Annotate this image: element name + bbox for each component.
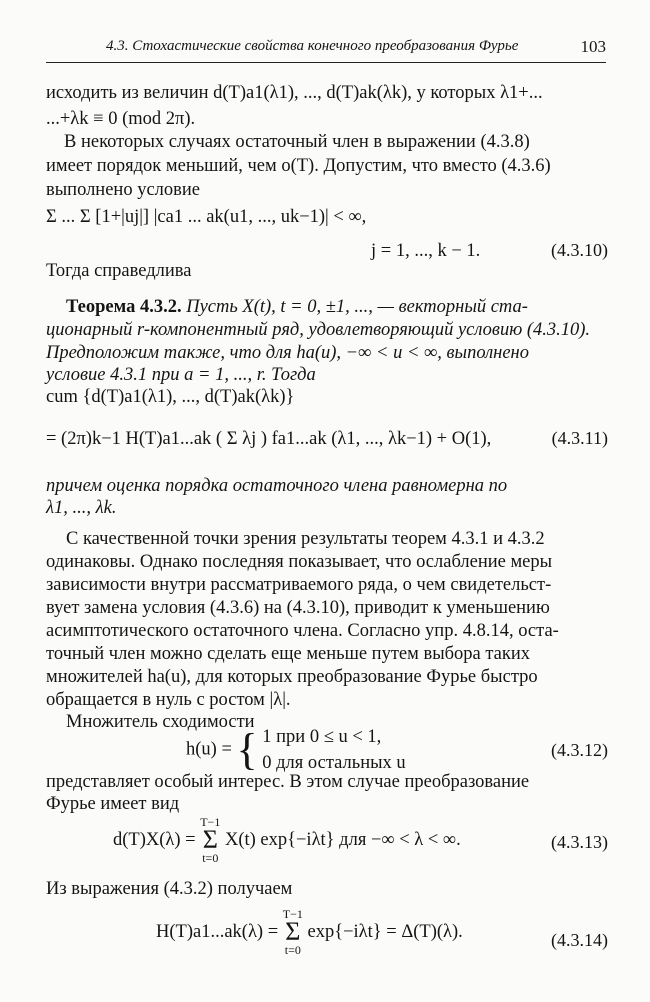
theorem-tail-line1: причем оценка порядка остаточного члена равномерна по [46, 476, 508, 496]
summation-icon: Σ [202, 825, 218, 854]
equation-4-3-11-line1: cum {d(T)a1(λ1), ..., d(T)ak(λk)} [46, 387, 295, 407]
paragraph3-line6: точный член можно сделать еще меньше путем выбора таких [46, 644, 531, 664]
equation-4-3-13 [113, 816, 461, 864]
left-brace-icon: { [236, 725, 258, 774]
paragraph2-line2: имеет порядок меньший, чем o(T). Допустим, что вместо (4.3.6) [46, 156, 551, 176]
paragraph3-line7: множителей ha(u), для которых преобразование Фурье быстро [46, 667, 538, 687]
theorem-line3: Предположим также, что для ha(u), −∞ < u < ∞, выполнено [46, 343, 529, 363]
paragraph3-line8: обращается в нуль с ростом |λ|. [46, 690, 291, 710]
equation-4-3-12-lhs: h(u) = [186, 739, 232, 760]
equation-4-3-11-line2: = (2π)k−1 H(T)a1...ak ( Σ λj ) fa1...ak (λ1, ..., λk−1) + O(1), [46, 429, 492, 449]
paragraph2-line3: выполнено условие [46, 180, 200, 200]
summation-4-3-13 [200, 816, 220, 864]
sum-lower-limit: t=0 [284, 943, 301, 957]
equation-number-4-3-10: (4.3.10) [551, 240, 608, 260]
equation-number-4-3-12: (4.3.12) [551, 740, 608, 760]
theorem-tail-line2: λ1, ..., λk. [46, 498, 117, 518]
sum-lower-limit: t=0 [202, 851, 219, 865]
paragraph4-line1: представляет особый интерес. В этом случае преобразование [46, 772, 530, 792]
paragraph3-line5: асимптотического остаточного члена. Согласно упр. 4.8.14, оста- [46, 621, 559, 641]
equation-4-3-12-cases [262, 724, 405, 776]
from-text: Из выражения (4.3.2) получаем [46, 879, 293, 899]
paragraph3-line2: одинаковы. Однако последняя показывает, что ослабление меры [46, 552, 553, 572]
equation-4-3-12-case2: 0 для остальных u [262, 753, 406, 773]
sum-upper-limit: T−1 [282, 907, 303, 921]
sum-upper-limit: T−1 [200, 815, 221, 829]
then-text: Тогда справедлива [46, 261, 192, 281]
theorem-line1-text: Пусть X(t), t = 0, ±1, ..., — векторный ста- [186, 297, 528, 317]
equation-number-4-3-14: (4.3.14) [551, 930, 608, 950]
equation-4-3-14 [156, 908, 463, 956]
equation-4-3-10-body: Σ ... Σ [1+|uj|] |ca1 ... ak(u1, ..., uk−1)| < ∞, [46, 207, 367, 227]
theorem-line4: условие 4.3.1 при a = 1, ..., r. Тогда [46, 365, 316, 385]
summation-4-3-14 [283, 908, 303, 956]
equation-4-3-12-case1: 1 при 0 ≤ u < 1, [262, 727, 382, 747]
paragraph2-line1: В некоторых случаях остаточный член в выражении (4.3.8) [64, 132, 530, 152]
equation-4-3-14-rhs: exp{−iλt} = Δ(T)(λ). [307, 922, 463, 942]
page-header [46, 36, 606, 63]
paragraph3-line3: зависимости внутри рассматриваемого ряда, о чем свидетельст- [46, 575, 552, 595]
equation-4-3-13-rhs: X(t) exp{−iλt} для −∞ < λ < ∞. [224, 830, 461, 850]
theorem-line1 [66, 296, 528, 318]
summation-icon: Σ [285, 917, 301, 946]
paragraph1-line1: исходить из величин d(T)a1(λ1), ..., d(T)ak(λk), у которых λ1+... [46, 83, 543, 103]
equation-4-3-14-lhs: H(T)a1...ak(λ) = [156, 922, 279, 942]
multiplier-text: Множитель сходимости [66, 712, 255, 732]
equation-4-3-13-lhs: d(T)X(λ) = [113, 830, 196, 850]
paragraph3-line1: С качественной точки зрения результаты теорем 4.3.1 и 4.3.2 [66, 529, 545, 549]
paragraph1-line2: ...+λk ≡ 0 (mod 2π). [46, 109, 196, 129]
equation-4-3-12 [186, 724, 406, 776]
paragraph4-line2: Фурье имеет вид [46, 794, 180, 814]
equation-4-3-10-condition: j = 1, ..., k − 1. [371, 241, 481, 261]
paragraph3-line4: вует замена условия (4.3.6) на (4.3.10), приводит к уменьшению [46, 598, 550, 618]
equation-number-4-3-13: (4.3.13) [551, 832, 608, 852]
page-number: 103 [580, 37, 606, 56]
theorem-line2: ционарный r-компонентный ряд, удовлетворяющий условию (4.3.10). [46, 320, 591, 340]
equation-number-4-3-11: (4.3.11) [551, 428, 608, 448]
theorem-label: Теорема 4.3.2. [66, 297, 182, 317]
running-title: 4.3. Стохастические свойства конечного преобразования Фурье [106, 38, 519, 54]
